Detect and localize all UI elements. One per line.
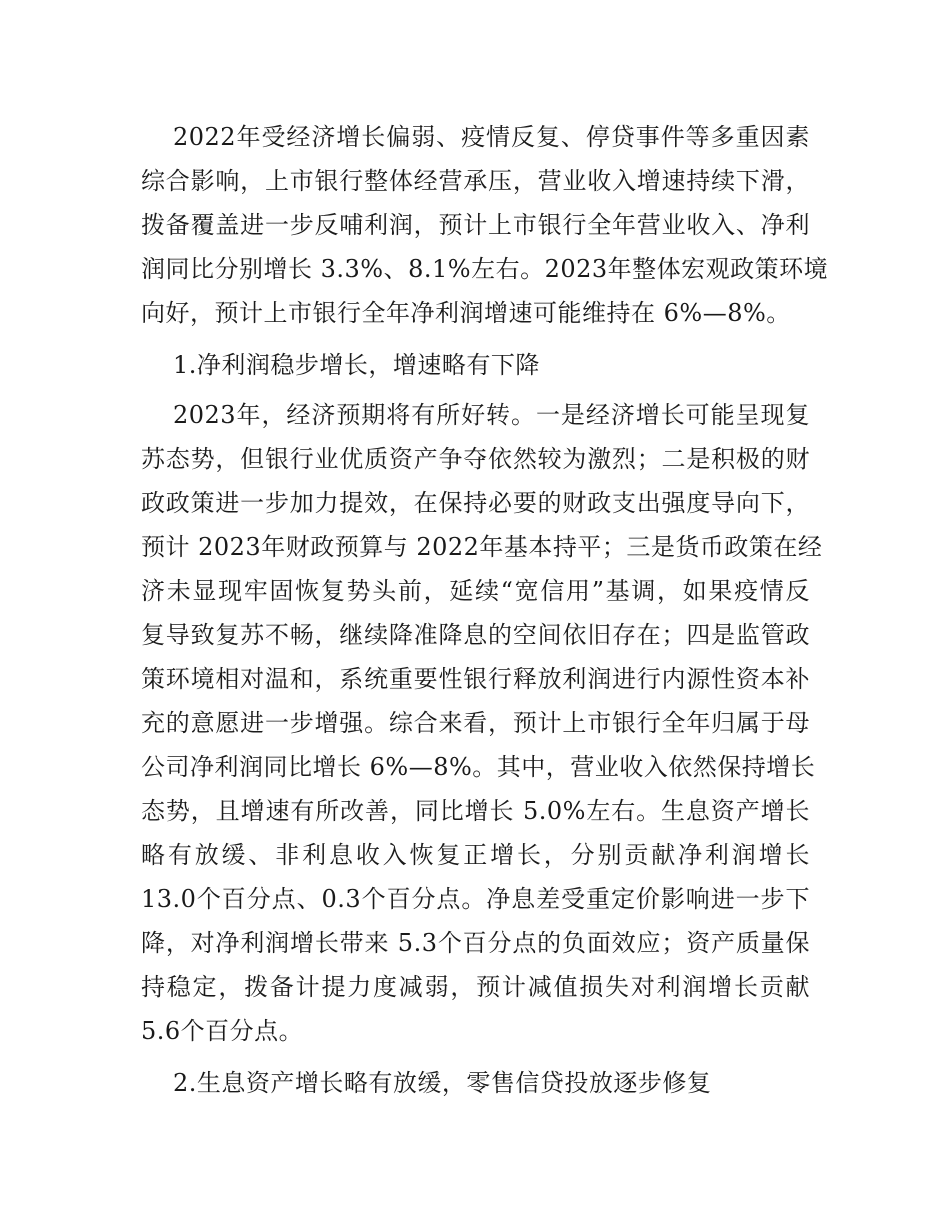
paragraph-line: 拨备覆盖进一步反哺利润，预计上市银行全年营业收入、净利 [141,211,810,239]
paragraph-line: 政政策进一步加力提效，在保持必要的财政支出强度导向下， [141,489,810,517]
paragraph-line: 态势，且增速有所改善，同比增长 5.0%左右。生息资产增长 [141,797,810,825]
paragraph-line: 策环境相对温和，系统重要性银行释放利润进行内源性资本补 [141,665,810,693]
paragraph-line: 润同比分别增长 3.3%、8.1%左右。2023年整体宏观政策环境 [141,255,829,283]
paragraph-line: 5.6个百分点。 [141,1017,304,1045]
section-heading-1: 1.净利润稳步增长，增速略有下降 [173,351,540,379]
paragraph-line: 复导致复苏不畅，继续降准降息的空间依旧存在；四是监管政 [141,621,810,649]
paragraph-line: 综合影响，上市银行整体经营承压，营业收入增速持续下滑， [141,167,810,195]
paragraph-line: 略有放缓、非利息收入恢复正增长，分别贡献净利润增长 [141,841,810,869]
paragraph-line: 降，对净利润增长带来 5.3个百分点的负面效应；资产质量保 [141,929,810,957]
paragraph-line: 向好，预计上市银行全年净利润增速可能维持在 6%—8%。 [141,299,791,327]
paragraph-line: 13.0个百分点、0.3个百分点。净息差受重定价影响进一步下 [141,885,810,913]
paragraph-line: 2022年受经济增长偏弱、疫情反复、停贷事件等多重因素 [173,123,810,151]
paragraph-line: 持稳定，拨备计提力度减弱，预计减值损失对利润增长贡献 [141,973,810,1001]
paragraph-line: 充的意愿进一步增强。综合来看，预计上市银行全年归属于母 [141,709,810,737]
paragraph-line: 预计 2023年财政预算与 2022年基本持平；三是货币政策在经 [141,533,823,561]
paragraph-line: 2023年，经济预期将有所好转。一是经济增长可能呈现复 [173,401,810,429]
section-heading-2: 2.生息资产增长略有放缓，零售信贷投放逐步修复 [173,1069,712,1097]
paragraph-line: 苏态势，但银行业优质资产争夺依然较为激烈；二是积极的财 [141,445,810,473]
paragraph-line: 济未显现牢固恢复势头前，延续“宽信用”基调，如果疫情反 [141,577,810,605]
paragraph-line: 公司净利润同比增长 6%—8%。其中，营业收入依然保持增长 [141,753,816,781]
